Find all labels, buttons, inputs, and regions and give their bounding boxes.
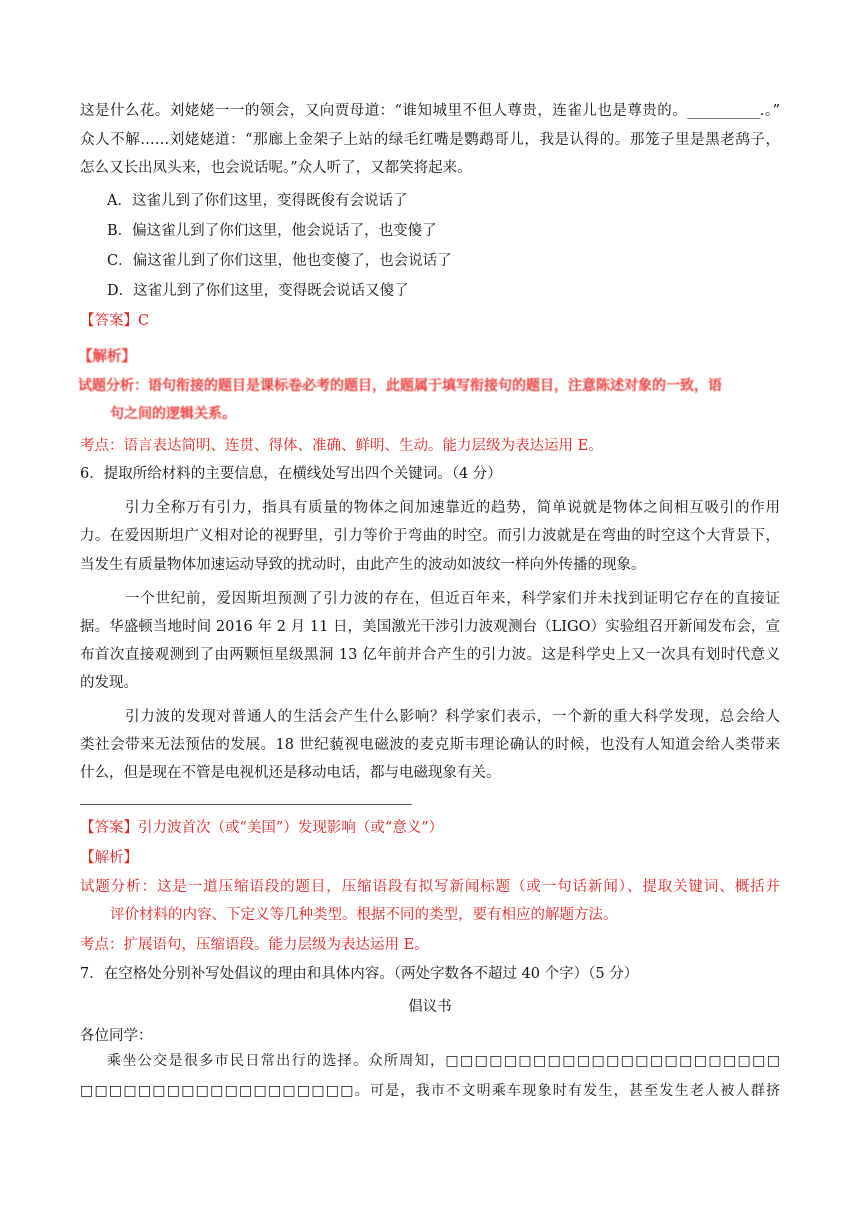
q6-answer: 【答案】引力波首次（或“美国”）发现影响（或“意义”）: [80, 820, 444, 836]
q6-paragraph-line: 布首次直接观测到了由两颗恒星级黑洞 13 亿年前并合产生的引力波。这是科学史上又一次具有划时代意义: [80, 647, 780, 663]
q6-analysis-title: 【解析】: [80, 850, 138, 866]
q6-paragraph-line: 什么，但是现在不管是电视机还是移动电话，都与电磁现象有关。: [80, 765, 501, 781]
q6-paragraph-line: 引力波的发现对普通人的生活会产生什么影响？科学家们表示，一个新的重大科学发现，总会给人: [125, 709, 780, 725]
q5-option-d: D．这雀儿到了你们这里，变得既会说话又傻了: [107, 283, 409, 299]
q5-option-c: C．偏这雀儿到了你们这里，他也变傻了，也会说话了: [107, 253, 452, 269]
q6-paragraph-line: 的发现。: [80, 675, 138, 691]
q7-greeting: 各位同学：: [80, 1028, 153, 1044]
q7-body-line-2: □□□□□□□□□□□□□□□□□□□。可是，我市不文明乘车现象时有发生，甚至发生老人被人群挤: [80, 1083, 780, 1099]
q5-analysis-line-2: 句之间的逻辑关系。: [110, 406, 236, 422]
q5-passage-line-3: 怎么又长出凤头来，也会说话呢。”众人听了，又都笑将起来。: [80, 160, 472, 176]
q6-paragraph-line: 据。华盛顿当地时间 2016 年 2 月 11 日，美国激光干涉引力波观测台（LIGO）实验组召开新闻发布会，宣: [80, 619, 780, 635]
q7-stem: 7．在空格处分别补写处倡议的理由和具体内容。（两处字数各不超过 40 个字）（5 分）: [80, 966, 639, 982]
q6-analysis-line-2: 评价材料的内容、下定义等几种类型。根据不同的类型，要有相应的解题方法。: [110, 907, 618, 923]
q6-kaodian: 考点：扩展语句，压缩语段。能力层级为表达运用 E。: [80, 937, 429, 953]
q7-title: 倡议书: [408, 999, 452, 1015]
q5-kaodian: 考点：语言表达简明、连贯、得体、准确、鲜明、生动。能力层级为表达运用 E。: [80, 438, 603, 454]
q5-passage-line-1: 这是什么花。刘姥姥一一的领会，又向贾母道：“谁知城里不但人尊贵，连雀儿也是尊贵的。__________.。”: [80, 103, 780, 119]
q7-body-line-1: 乘坐公交是很多市民日常出行的选择。众所周知，□□□□□□□□□□□□□□□□□□□□□□□: [107, 1053, 780, 1069]
q5-answer: 【答案】C: [80, 313, 150, 329]
q6-analysis-line-1: 试题分析：这是一道压缩语段的题目，压缩语段有拟写新闻标题（或一句话新闻）、提取关键词、概括并: [80, 879, 780, 895]
separator-line: [80, 804, 412, 805]
q6-paragraph-line: 力。在爱因斯坦广义相对论的视野里，引力等价于弯曲的时空。而引力波就是在弯曲的时空这个大背景下，: [80, 528, 780, 544]
q6-paragraph-line: 类社会带来无法预估的发展。18 世纪藐视电磁波的麦克斯韦理论确认的时候，也没有人知道会给人类带来: [80, 737, 780, 753]
q6-paragraph-line: 一个世纪前，爱因斯坦预测了引力波的存在，但近百年来，科学家们并未找到证明它存在的直接证: [125, 591, 780, 607]
q5-option-a: A．这雀儿到了你们这里，变得既俊有会说话了: [107, 193, 408, 209]
q6-paragraph-line: 当发生有质量物体加速运动导致的扰动时，由此产生的波动如波纹一样向外传播的现象。: [80, 557, 646, 573]
q6-stem: 6．提取所给材料的主要信息，在横线处写出四个关键词。（4 分）: [80, 466, 502, 482]
q5-analysis-title: 【解析】: [78, 349, 136, 365]
q5-analysis-line-1: 试题分析：语句衔接的题目是课标卷必考的题目，此题属于填写衔接句的题目，注意陈述对象的一致，语: [78, 378, 722, 394]
q6-paragraph-line: 引力全称万有引力，指具有质量的物体之间加速靠近的趋势，简单说就是物体之间相互吸引的作用: [125, 500, 780, 516]
q5-passage-line-2: 众人不解……刘姥姥道：“那廊上金架子上站的绿毛红嘴是鹦鹉哥儿，我是认得的。那笼子里是黑老鸹子，: [80, 132, 780, 148]
q5-option-b: B．偏这雀儿到了你们这里，他会说话了，也变傻了: [107, 223, 437, 239]
